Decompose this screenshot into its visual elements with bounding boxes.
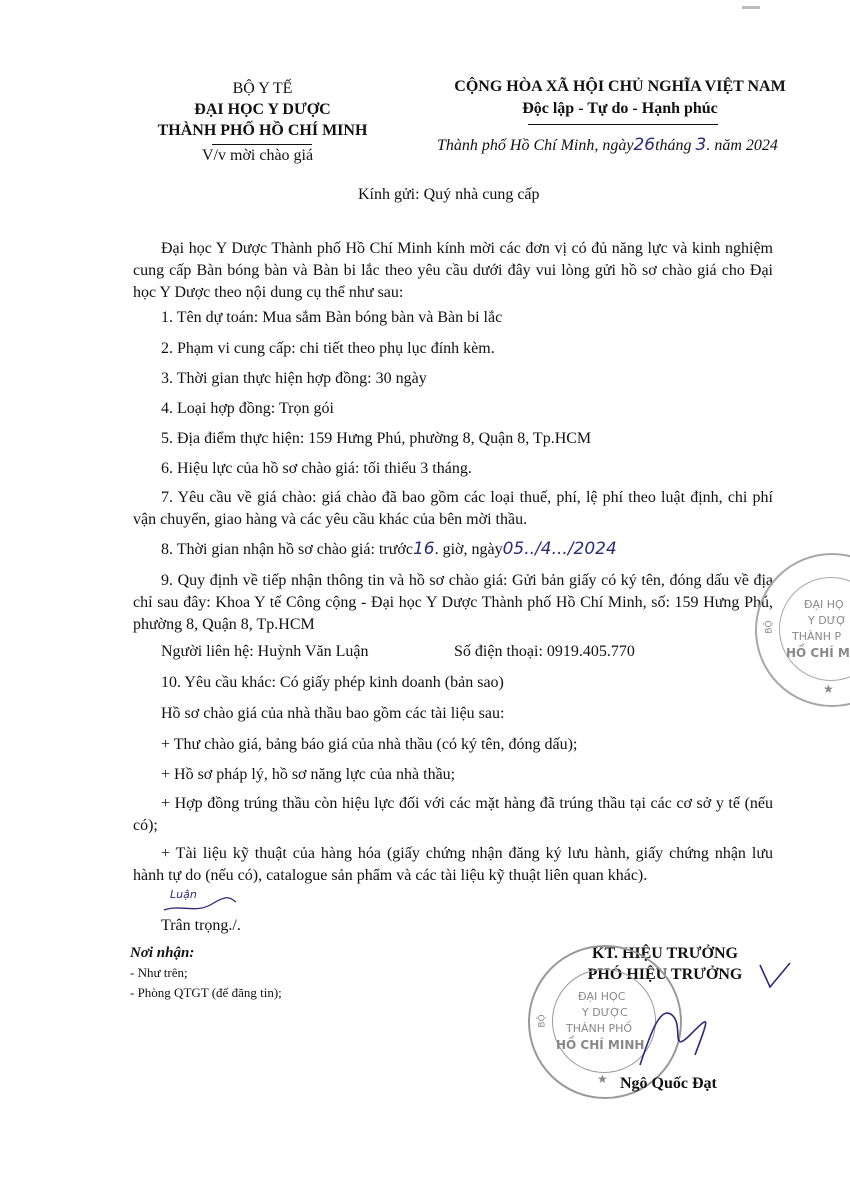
side-stamp-line-1: ĐẠI HỌ bbox=[804, 598, 844, 611]
stamp-line-4: HỒ CHÍ MINH bbox=[556, 1038, 645, 1052]
item-3: 3. Thời gian thực hiện hợp đồng: 30 ngày bbox=[161, 370, 427, 387]
side-stamp-line-4: HỒ CHÍ M bbox=[786, 646, 850, 660]
motto-rule bbox=[528, 124, 718, 125]
item-7: 7. Yêu cầu về giá chào: giá chào đã bao gồm các loại thuế, phí, lệ phí theo luật định, chi phí vận chuyển, giao hàng và các yêu cầu khác của bên mời thầu. bbox=[133, 489, 773, 528]
item-5: 5. Địa điểm thực hiện: 159 Hưng Phú, phường 8, Quận 8, Tp.HCM bbox=[161, 430, 592, 447]
signature-title-2: PHÓ HIỆU TRƯỞNG bbox=[587, 966, 743, 983]
signature-scribble bbox=[600, 955, 800, 1075]
item-10: 10. Yêu cầu khác: Có giấy phép kinh doanh (bản sao) bbox=[161, 674, 504, 691]
initial-mark: Luận bbox=[170, 888, 197, 901]
scan-mark bbox=[742, 6, 760, 9]
signer-name: Ngô Quốc Đạt bbox=[620, 1075, 717, 1092]
ministry-name: BỘ Y TẾ bbox=[232, 80, 293, 97]
university-name-line2: THÀNH PHỐ HỒ CHÍ MINH bbox=[157, 122, 368, 139]
signature-title-1: KT. HIỆU TRƯỞNG bbox=[592, 945, 738, 962]
stamp-line-2: Y DƯỢC bbox=[582, 1006, 628, 1019]
initial-scribble bbox=[160, 884, 240, 920]
document-3: + Hợp đồng trúng thầu còn hiệu lực đối với các mặt hàng đã trúng thầu tại các cơ sở y tế (nếu có); bbox=[133, 795, 773, 834]
document-1: + Thư chào giá, bảng báo giá của nhà thầu (có ký tên, đóng dấu); bbox=[161, 736, 578, 753]
closing: Trân trọng./. bbox=[161, 917, 241, 934]
motto-text: Độc lập - Tự do - Hạnh phúc bbox=[522, 100, 718, 117]
stamp-side: BỘ bbox=[537, 1014, 548, 1028]
contact-person: Người liên hệ: Huỳnh Văn Luận bbox=[161, 643, 369, 660]
document-4: + Tài liệu kỹ thuật của hàng hóa (giấy chứng nhận đăng ký lưu hành, giấy chứng nhận lưu hành tự do (nếu có), catalogue sản phẩm và các tài liệu kỹ thuật liên quan khác). bbox=[133, 845, 773, 884]
item-1: 1. Tên dự toán: Mua sắm Bàn bóng bàn và Bàn bi lắc bbox=[161, 309, 503, 326]
header-left-rule bbox=[212, 144, 312, 145]
recipient-2: - Phòng QTGT (để đăng tin); bbox=[130, 985, 282, 1000]
stamp-line-1: ĐẠI HỌC bbox=[578, 990, 626, 1003]
item-2: 2. Phạm vi cung cấp: chi tiết theo phụ lục đính kèm. bbox=[161, 340, 495, 357]
salutation: Kính gửi: Quý nhà cung cấp bbox=[358, 186, 540, 203]
item-6: 6. Hiệu lực của hồ sơ chào giá: tối thiểu 3 tháng. bbox=[161, 460, 472, 477]
date-day: 26 bbox=[633, 135, 656, 155]
stamp-line-3: THÀNH PHỐ bbox=[566, 1022, 633, 1035]
item-9: 9. Quy định về tiếp nhận thông tin và hồ sơ chào giá: Gửi bản giấy có ký tên, đóng dấu về địa chỉ sau đây: Khoa Y tế Công cộng - Đại học Y Dược Thành phố Hồ Chí Minh, số: 159 Hưng Phú, phường 8, Quận 8, Tp.HCM bbox=[133, 572, 773, 633]
recipient-1: - Như trên; bbox=[130, 965, 188, 980]
recipients-title: Nơi nhận: bbox=[130, 945, 195, 961]
item-8-prefix: 8. Thời gian nhận hồ sơ chào giá: trước bbox=[161, 541, 413, 558]
side-stamp-side: BỘ bbox=[764, 620, 775, 634]
university-name-line1: ĐẠI HỌC Y DƯỢC bbox=[194, 101, 331, 118]
item-4: 4. Loại hợp đồng: Trọn gói bbox=[161, 400, 334, 417]
header-left bbox=[150, 78, 375, 141]
subject-line: V/v mời chào giá bbox=[202, 147, 314, 164]
nation-title: CỘNG HÒA XÃ HỘI CHỦ NGHĨA VIỆT NAM bbox=[454, 78, 786, 95]
item-8-date: 05../4.../2024 bbox=[502, 539, 617, 559]
stamp-star-icon: ★ bbox=[597, 1072, 608, 1086]
side-stamp-star-icon: ★ bbox=[823, 682, 834, 696]
item-8-mid: . giờ, ngày bbox=[434, 541, 503, 558]
side-stamp-line-2: Y DƯỢ bbox=[808, 614, 847, 627]
date-year: . năm 2024 bbox=[706, 137, 778, 154]
date-prefix: Thành phố Hồ Chí Minh, ngày bbox=[437, 137, 634, 154]
intro-paragraph: Đại học Y Dược Thành phố Hồ Chí Minh kính mời các đơn vị có đủ năng lực và kinh nghiệm cung cấp Bàn bóng bàn và Bàn bi lắc theo yêu cầu dưới đây vui lòng gửi hồ sơ chào giá cho Đại học Y Dược theo nội dung cụ thể như sau: bbox=[133, 240, 773, 301]
date-month-word: tháng bbox=[655, 137, 692, 154]
item-8-hour: 16 bbox=[412, 539, 435, 559]
motto bbox=[430, 100, 810, 118]
document-2: + Hồ sơ pháp lý, hồ sơ năng lực của nhà thầu; bbox=[161, 766, 456, 783]
documents-intro: Hồ sơ chào giá của nhà thầu bao gồm các tài liệu sau: bbox=[161, 705, 505, 722]
document-date bbox=[437, 135, 778, 155]
contact-phone: Số điện thoại: 0919.405.770 bbox=[454, 643, 635, 660]
date-month: 3 bbox=[695, 135, 707, 155]
item-8 bbox=[161, 538, 617, 561]
side-stamp-line-3: THÀNH P bbox=[792, 630, 842, 643]
